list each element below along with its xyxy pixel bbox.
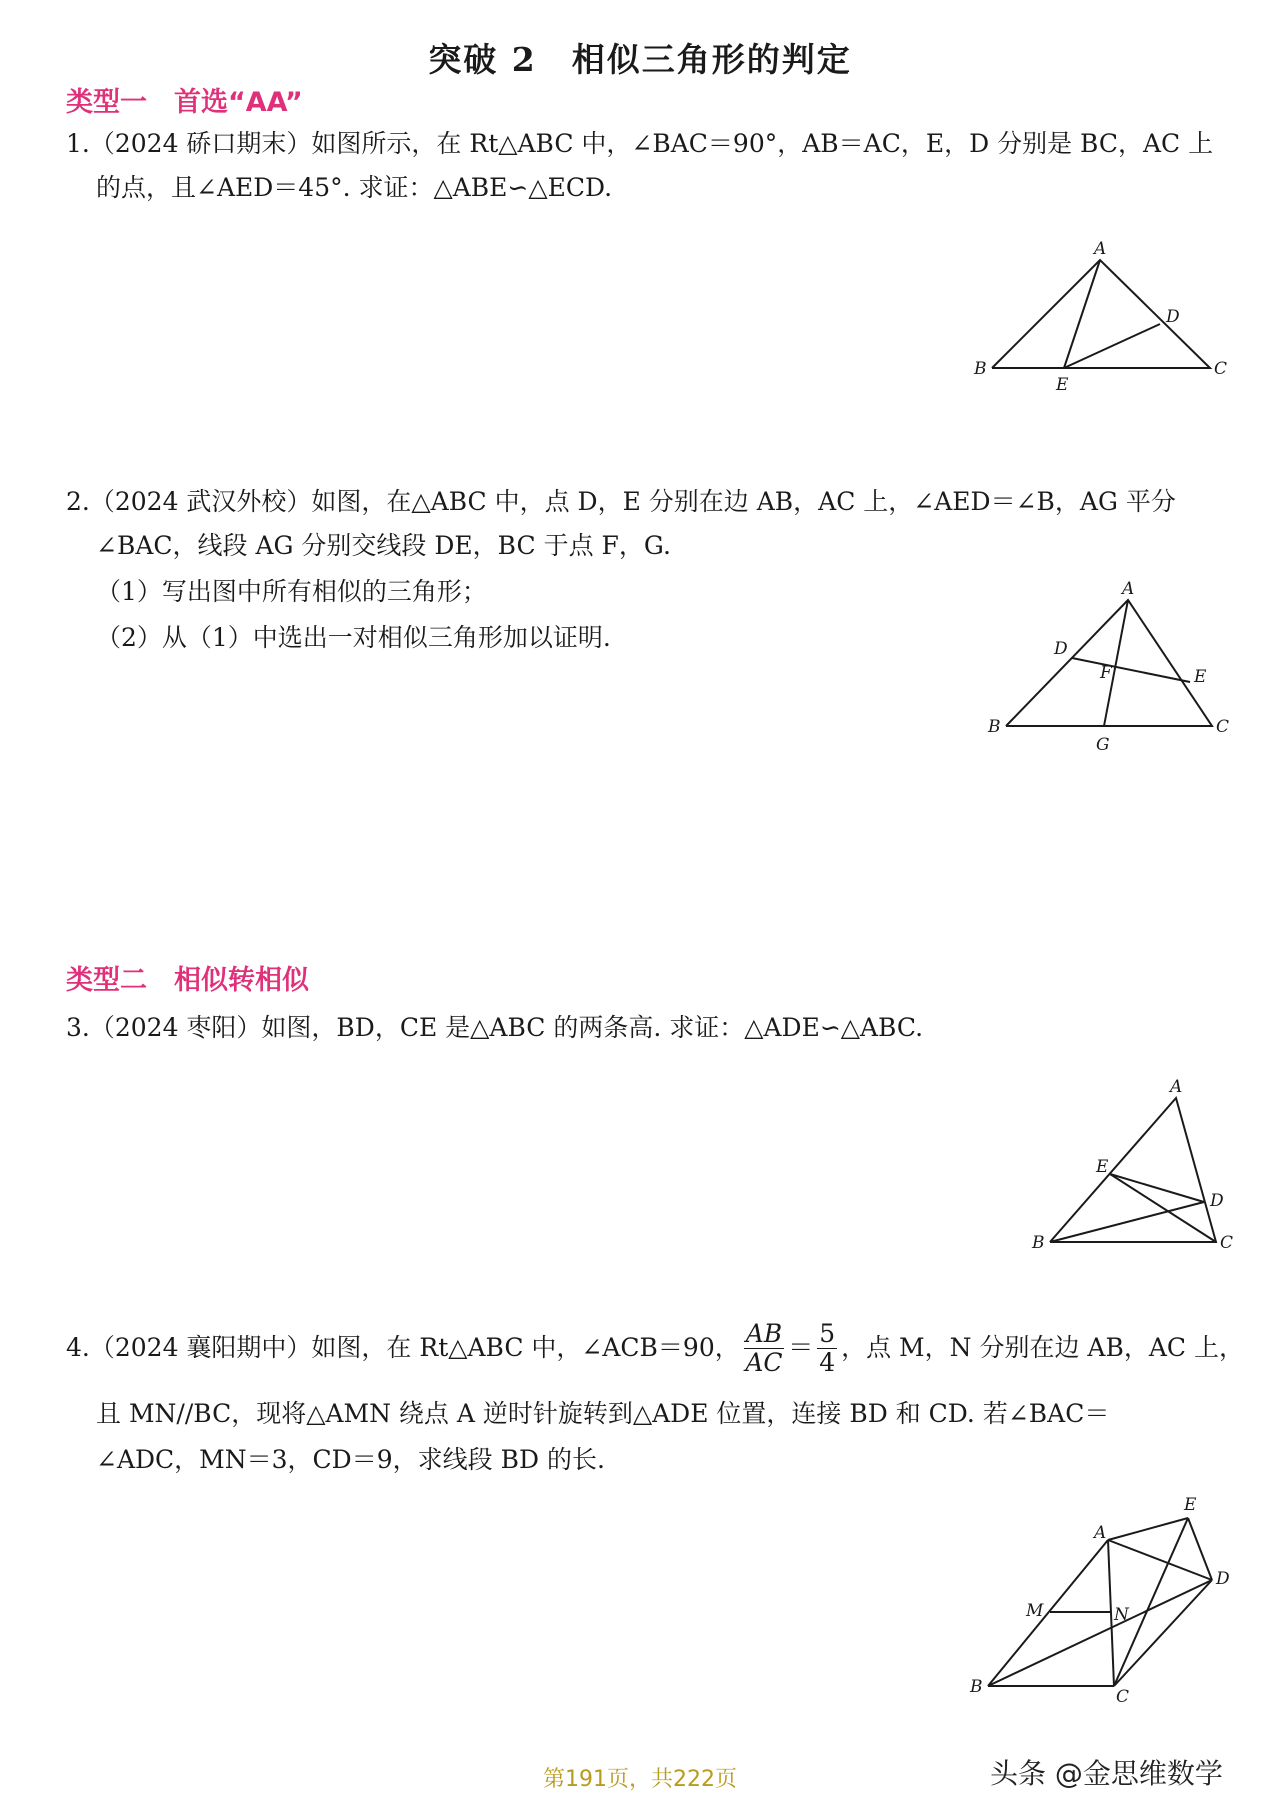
- problem-2-line-1: 2.（2024 武汉外校）如图，在△ABC 中，点 D，E 分别在边 AB，AC 上，∠AED＝∠B，AG 平分: [66, 487, 1176, 516]
- fig3-label-b: B: [1032, 1233, 1045, 1253]
- equals-sign: ＝: [788, 1333, 814, 1362]
- fig2-label-c: C: [1216, 717, 1230, 737]
- section-heading-1: 类型一 首选“AA”: [66, 87, 303, 118]
- fig4-label-m: M: [1026, 1601, 1044, 1621]
- problem-1-line-1: 1.（2024 硚口期末）如图所示，在 Rt△ABC 中，∠BAC＝90°，AB＝AC，E，D 分别是 BC，AC 上: [66, 129, 1214, 158]
- fraction2-denominator: 4: [819, 1347, 836, 1377]
- fig3-label-c: C: [1220, 1233, 1234, 1253]
- fig1-label-a: A: [1094, 239, 1107, 259]
- problem-4-line-1-start: 4.（2024 襄阳期中）如图，在 Rt△ABC 中，∠ACB＝90，: [66, 1333, 740, 1362]
- fraction2-numerator: 5: [819, 1318, 836, 1348]
- fig2-label-f: F: [1100, 663, 1112, 683]
- fig1-label-c: C: [1214, 359, 1228, 379]
- problem-2-line-2: ∠BAC，线段 AG 分别交线段 DE，BC 于点 F，G.: [96, 531, 671, 560]
- fig4-label-b: B: [970, 1677, 983, 1697]
- fig4-label-d: D: [1216, 1569, 1230, 1589]
- fig3-label-e: E: [1096, 1157, 1109, 1177]
- fraction-numerator: AB: [745, 1318, 783, 1348]
- fraction-denominator: AC: [745, 1347, 783, 1377]
- figure-1: [960, 238, 1240, 398]
- problem-2-line-3: （1）写出图中所有相似的三角形；: [96, 577, 487, 606]
- fig4-label-n: N: [1114, 1605, 1129, 1625]
- figure-4: [960, 1490, 1240, 1710]
- fig2-label-e: E: [1194, 667, 1207, 687]
- fig4-label-c: C: [1116, 1687, 1130, 1707]
- fig1-label-d: D: [1166, 307, 1180, 327]
- fig2-label-b: B: [988, 717, 1001, 737]
- problem-4-line-1-end: ，点 M，N 分别在边 AB，AC 上，: [841, 1333, 1244, 1362]
- problem-4-line-2: 且 MN//BC，现将△AMN 绕点 A 逆时针旋转到△ADE 位置，连接 BD 和 CD. 若∠BAC＝: [96, 1399, 1110, 1428]
- problem-2-line-4: （2）从（1）中选出一对相似三角形加以证明.: [96, 623, 611, 652]
- section-heading-2: 类型二 相似转相似: [66, 965, 309, 996]
- fraction-ab-ac: [744, 1320, 784, 1377]
- fraction-5-4: [817, 1320, 837, 1377]
- fig4-label-a: A: [1094, 1523, 1107, 1543]
- fig2-label-a: A: [1122, 579, 1135, 599]
- fig3-label-a: A: [1170, 1077, 1183, 1097]
- problem-3-line-1: 3.（2024 枣阳）如图，BD，CE 是△ABC 的两条高. 求证：△ADE∽△ABC.: [66, 1013, 924, 1042]
- problem-4-line-3: ∠ADC，MN＝3，CD＝9，求线段 BD 的长.: [96, 1445, 605, 1474]
- fig1-label-b: B: [974, 359, 987, 379]
- watermark: 头条 @金思维数学: [990, 1757, 1223, 1790]
- fig2-label-d: D: [1054, 639, 1068, 659]
- figure-3: [1020, 1070, 1240, 1260]
- fig1-label-e: E: [1056, 375, 1069, 395]
- problem-1-line-2: 的点，且∠AED＝45°. 求证：△ABE∽△ECD.: [96, 173, 613, 202]
- fig4-label-e: E: [1184, 1495, 1197, 1515]
- page-footer: 第191页，共222页: [543, 1767, 737, 1792]
- problem-4-line-1: [66, 1320, 1244, 1376]
- fig3-label-d: D: [1210, 1191, 1224, 1211]
- page-title: 突破 2 相似三角形的判定: [428, 40, 852, 79]
- fig2-label-g: G: [1096, 735, 1110, 755]
- figure-2: [980, 578, 1240, 758]
